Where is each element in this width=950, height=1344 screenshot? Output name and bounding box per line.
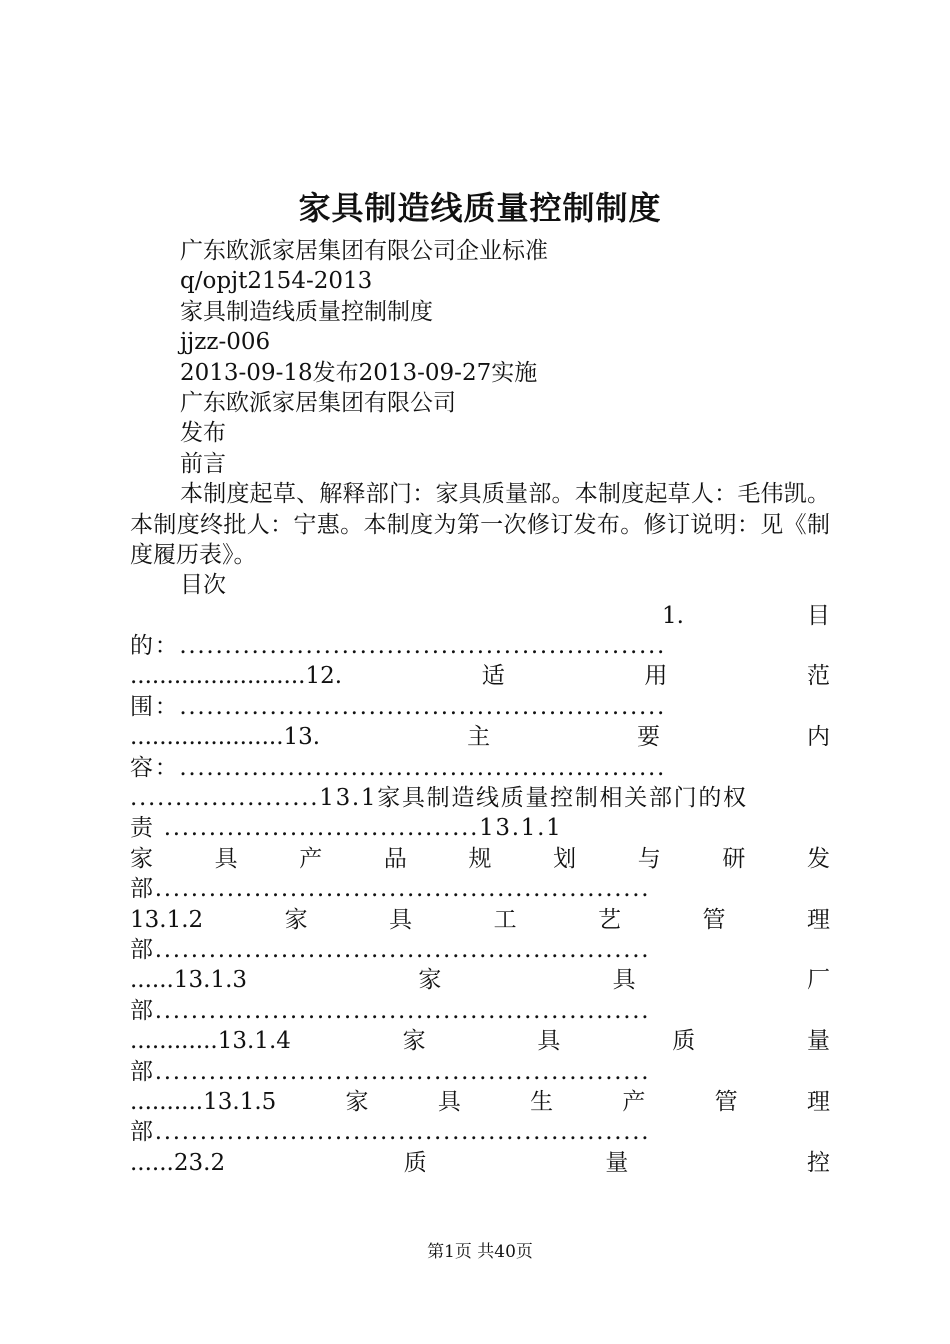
- toc-line[interactable]: [130, 631, 830, 661]
- toc-segment: 具: [214, 845, 238, 872]
- toc-line[interactable]: [130, 1117, 830, 1147]
- toc-line[interactable]: [130, 813, 830, 843]
- company-standard: 广东欧派家居集团有限公司企业标准: [180, 238, 548, 264]
- standard-code: q/opjt2154-2013: [180, 268, 373, 295]
- toc-segment: 产: [622, 1088, 646, 1115]
- toc-segment: 发: [807, 845, 830, 872]
- toc-segment: 内: [806, 724, 830, 751]
- toc-line[interactable]: [130, 965, 830, 995]
- toc-segment: 具: [389, 906, 413, 933]
- toc-segment: 质: [403, 1149, 427, 1176]
- toc-segment: 量: [605, 1149, 629, 1176]
- toc-line[interactable]: [130, 1148, 830, 1178]
- toc-segment: 产: [299, 845, 323, 872]
- toc-segment: ............13.1.4: [130, 1028, 291, 1055]
- table-of-contents: [130, 601, 830, 1178]
- document-code: jjzz-006: [180, 329, 271, 356]
- toc-segment: 理: [806, 1088, 830, 1115]
- toc-segment: 厂: [806, 967, 830, 994]
- toc-line[interactable]: [130, 601, 830, 631]
- toc-heading: 目次: [180, 572, 226, 599]
- toc-segment: 部.......................................................: [130, 997, 651, 1024]
- toc-segment: 1.: [662, 602, 684, 629]
- toc-line[interactable]: [130, 1087, 830, 1117]
- toc-segment: 理: [806, 906, 830, 933]
- toc-segment: 家: [345, 1088, 369, 1115]
- preface-paragraph: 本制度起草、解释部门：家具质量部。本制度起草人：毛伟凯。本制度终批人：宁惠。本制度为第一次修订发布。修订说明：见《制度履历表》。: [130, 481, 830, 568]
- toc-segment: 管: [714, 1088, 738, 1115]
- publish-label: 发布: [180, 420, 226, 447]
- toc-segment: 的：......................................................: [130, 633, 666, 660]
- toc-segment: 具: [612, 967, 636, 994]
- preface-heading: 前言: [180, 450, 226, 477]
- toc-segment: ..........13.1.5: [130, 1088, 277, 1115]
- toc-segment: 责 ...................................13.1.1: [130, 815, 563, 842]
- toc-segment: ......23.2: [130, 1149, 226, 1176]
- toc-segment: 部.......................................................: [130, 1058, 651, 1085]
- toc-segment: 管: [702, 906, 726, 933]
- toc-line[interactable]: [130, 1057, 830, 1087]
- document-body: [130, 236, 830, 1178]
- toc-line[interactable]: [130, 753, 830, 783]
- toc-line[interactable]: [130, 661, 830, 691]
- toc-line[interactable]: [130, 844, 830, 874]
- toc-segment: 家: [284, 906, 308, 933]
- toc-segment: 家: [402, 1028, 426, 1055]
- toc-line[interactable]: [130, 783, 830, 813]
- toc-segment: ........................12.: [130, 663, 343, 690]
- toc-segment: 具: [437, 1088, 461, 1115]
- toc-segment: 要: [637, 724, 661, 751]
- toc-segment: 控: [807, 1149, 830, 1176]
- toc-segment: 家: [130, 845, 153, 872]
- toc-segment: 生: [530, 1088, 554, 1115]
- toc-segment: 部.......................................................: [130, 1119, 651, 1146]
- toc-segment: 目: [807, 602, 830, 629]
- publish-dates: 2013-09-18发布2013-09-27实施: [180, 359, 538, 386]
- toc-line[interactable]: [130, 722, 830, 752]
- toc-segment: 范: [806, 663, 830, 690]
- toc-segment: 划: [553, 845, 577, 872]
- toc-line[interactable]: [130, 996, 830, 1026]
- toc-segment: 规: [468, 845, 492, 872]
- toc-segment: 家: [418, 967, 442, 994]
- toc-segment: 质: [672, 1028, 696, 1055]
- toc-line[interactable]: [130, 1026, 830, 1056]
- toc-segment: 研: [722, 845, 746, 872]
- toc-line[interactable]: [130, 692, 830, 722]
- toc-segment: .....................13.: [130, 724, 321, 751]
- toc-segment: 艺: [598, 906, 622, 933]
- toc-line[interactable]: [130, 874, 830, 904]
- toc-segment: 13.1.2: [130, 906, 204, 933]
- toc-segment: 与: [637, 845, 661, 872]
- toc-segment: 围：......................................................: [130, 693, 666, 720]
- toc-segment: 容：......................................................: [130, 754, 666, 781]
- toc-segment: 部.......................................................: [130, 876, 651, 903]
- toc-line[interactable]: [130, 935, 830, 965]
- publisher: 广东欧派家居集团有限公司: [180, 389, 456, 416]
- toc-segment: 用: [644, 663, 668, 690]
- toc-segment: 工: [493, 906, 517, 933]
- toc-segment: 具: [537, 1028, 561, 1055]
- toc-segment: 部.......................................................: [130, 937, 651, 963]
- toc-segment: 品: [383, 845, 407, 872]
- toc-segment: .....................13.1家具制造线质量控制相关部门的权: [130, 785, 748, 812]
- standard-name: 家具制造线质量控制制度: [180, 298, 433, 325]
- document-title: 家具制造线质量控制制度: [298, 189, 662, 227]
- toc-line[interactable]: [130, 905, 830, 935]
- page-number: 第1页 共40页: [427, 1242, 533, 1262]
- toc-segment: 量: [806, 1028, 830, 1055]
- toc-segment: 主: [467, 724, 491, 751]
- toc-segment: ......13.1.3: [130, 967, 248, 994]
- toc-segment: 适: [481, 663, 505, 690]
